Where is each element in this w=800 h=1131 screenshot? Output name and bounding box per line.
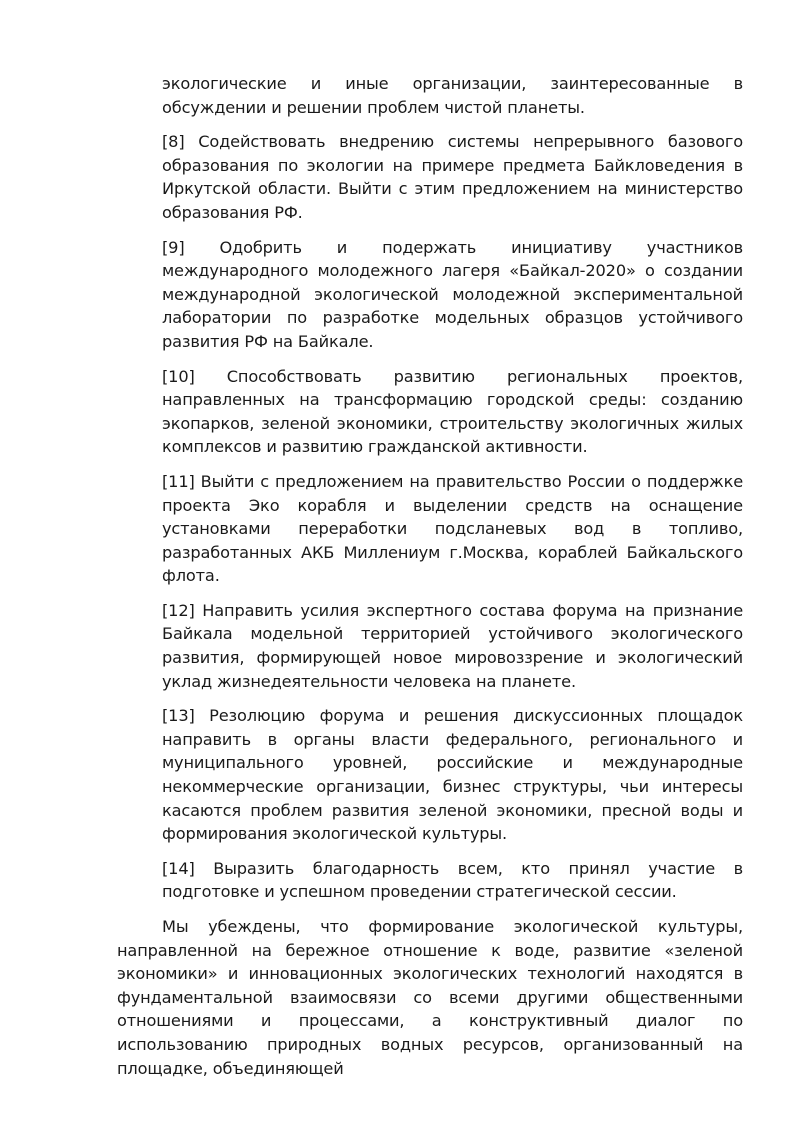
list-marker: [8]	[162, 132, 185, 152]
list-item-text: Резолюцию форума и решения дискуссионных площадок направить в органы власти федерального, регионального и муниципального уровней, российские и международные некоммерческие организации, бизнес структуры, чьи интересы касаются проблем развития зеленой экономики, пресной воды и формирования экологической культуры.	[162, 706, 743, 844]
document-body	[117, 72, 743, 1080]
list-marker: [10]	[162, 366, 195, 386]
list-item-text: Способствовать развитию региональных проектов, направленных на трансформацию городской среды: созданию экопарков, зеленой экономики, строительству экологичных жилых комплексов и развитию гражданской активности.	[162, 366, 743, 457]
list-item-text: Выйти с предложением на правительство России о поддержке проекта Эко корабля и выделении средств на оснащение установками переработки подсланевых вод в топливо, разработанных АКБ Миллениум г.Москва, кораблей Байкальского флота.	[162, 471, 744, 586]
list-item-10	[162, 365, 743, 459]
closing-paragraph: Мы убеждены, что формирование экологической культуры, направленной на бережное отношение к воде, развитие «зеленой экономики» и инновационных экологических технологий находятся в фундаментальной взаимосвязи со всеми другими общественными отношениями и процессами, а конструктивный диалог по использованию природных водных ресурсов, организованный на площадке, объединяющей	[117, 917, 743, 1078]
list-item-text: Направить усилия экспертного состава форума на признание Байкала модельной территорией устойчивого экологического развития, формирующей новое мировоззрение и экологический уклад жизнедеятельности человека на планете.	[162, 600, 743, 691]
list-marker: [9]	[162, 237, 185, 257]
list-marker: [14]	[162, 858, 195, 878]
list-item-13	[162, 704, 743, 846]
list-item-text: Выразить благодарность всем, кто принял участие в подготовке и успешном проведении стратегической сессии.	[162, 858, 743, 902]
list-item-14	[162, 857, 743, 904]
list-item-11	[162, 470, 743, 588]
continuation-paragraph: экологические и иные организации, заинтересованные в обсуждении и решении проблем чистой планеты.	[162, 74, 743, 117]
list-item-9	[162, 236, 743, 354]
list-item-12	[162, 599, 743, 693]
list-marker: [12]	[162, 600, 195, 620]
list-item-text: Содействовать внедрению системы непрерывного базового образования по экологии на примере предмета Байкловедения в Иркутской области. Выйти с этим предложением на министерство образования РФ.	[162, 132, 743, 222]
list-item-text: Одобрить и подержать инициативу участников международного молодежного лагеря «Байкал-2020» о создании международной экологической молодежной экспериментальной лаборатории по разработке модельных образцов устойчивого развития РФ на Байкале.	[162, 237, 743, 351]
list-item-8	[162, 130, 743, 224]
list-marker: [13]	[162, 706, 195, 726]
list-marker: [11]	[162, 471, 195, 491]
